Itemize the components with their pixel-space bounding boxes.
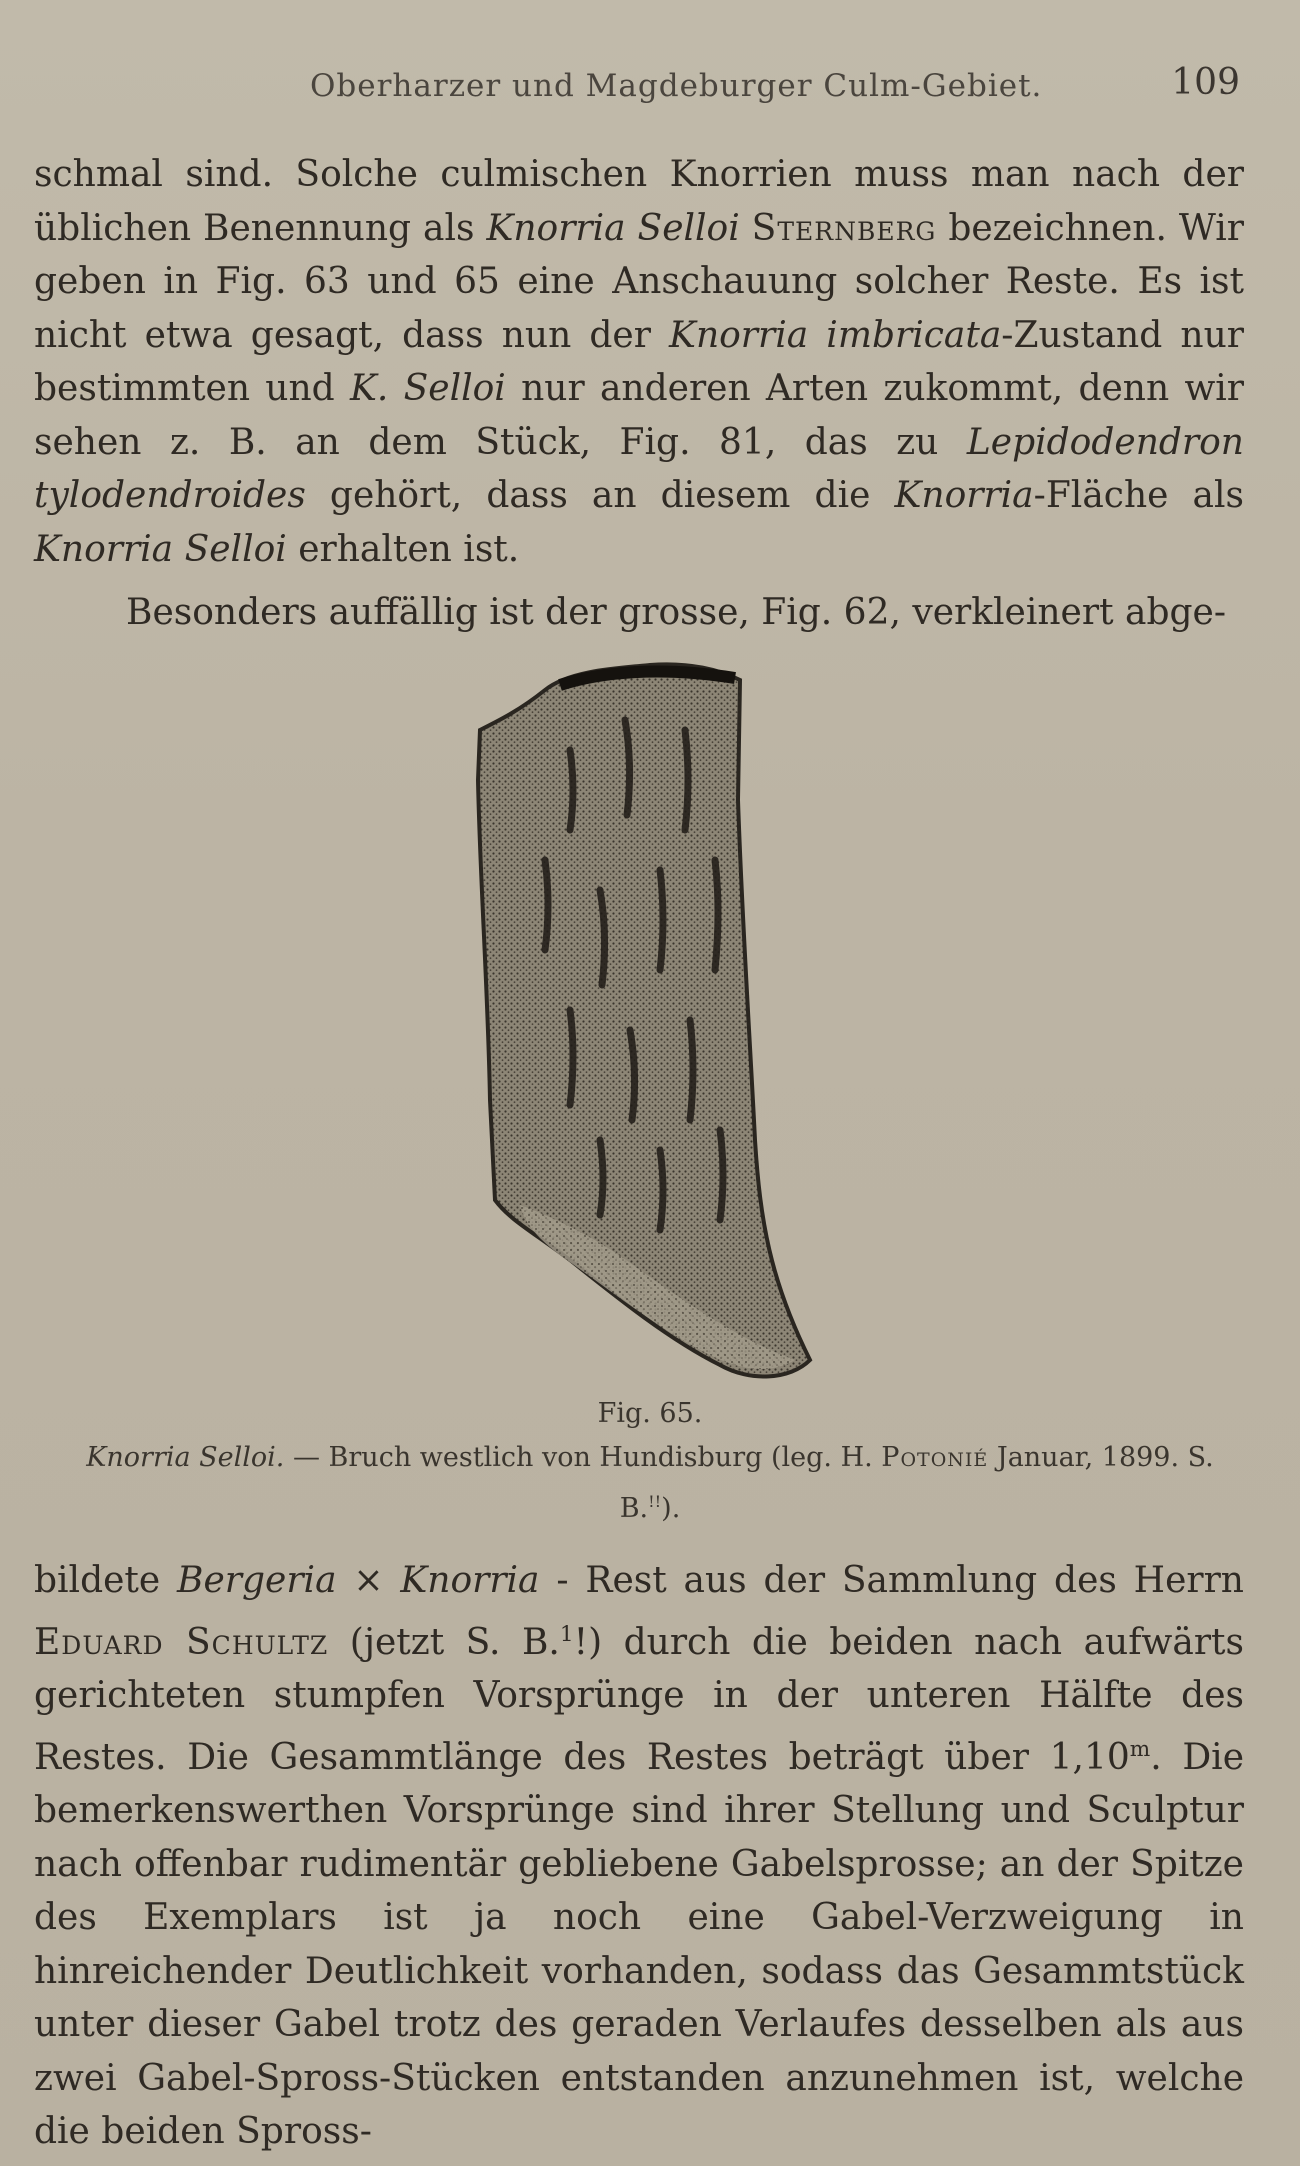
caption-text: — Bruch westlich von Hundisburg (leg. H. bbox=[284, 1442, 882, 1473]
text-run: !) durch die beiden nach aufwärts gerichteten stumpfen Vorsprünge in der unteren Hälfte des Restes. Die Gesammtlänge des Restes beträgt über 1,10 bbox=[34, 1621, 1244, 1778]
taxon-name: Lepidodendron tylodendroides bbox=[34, 421, 1244, 516]
paragraph-2-text: Besonders auffällig ist der grosse, Fig. 62, verkleinert abge- bbox=[126, 592, 1227, 633]
text-run: schmal sind. Solche culmischen Knorrien muss man nach der üblichen Benennung als bbox=[34, 154, 1244, 249]
text-run: -Fläche als bbox=[1033, 475, 1244, 516]
text-run: bezeichnen. Wir geben in Fig. 63 und 65 eine Anschauung solcher Reste. Es ist nicht etwa gesagt, dass nun der bbox=[34, 207, 1244, 356]
fossil-outline bbox=[478, 664, 810, 1376]
figure-caption bbox=[60, 1436, 1240, 1531]
running-header: Oberharzer und Magdeburger Culm-Gebiet. bbox=[310, 68, 1043, 104]
taxon-name: Knorria bbox=[894, 475, 1034, 516]
text-run: bildete bbox=[34, 1560, 178, 1601]
taxon-name: Bergeria bbox=[177, 1560, 337, 1601]
collector-name: Eduard Schultz bbox=[34, 1621, 329, 1663]
caption-text: ). bbox=[661, 1493, 681, 1524]
paragraph-3 bbox=[34, 1554, 1244, 2159]
text-run: (jetzt S. B. bbox=[328, 1621, 560, 1663]
author-name: Sternberg bbox=[751, 207, 937, 249]
taxon-name: Knorria bbox=[400, 1560, 540, 1601]
text-run: -Zustand nur bestimmten und bbox=[34, 314, 1244, 409]
figure-label: Fig. 65. bbox=[597, 1398, 703, 1429]
caption-sup: !! bbox=[648, 1492, 662, 1511]
text-run: - Rest aus der Sammlung des Herrn bbox=[539, 1560, 1244, 1601]
text-run: erhalten ist. bbox=[286, 528, 520, 570]
text-run: . Die bemerkenswerthen Vorsprünge sind ihrer Stellung und Sculptur nach offenbar rudimentär gebliebene Gabelsprosse; an der Spitze des Exemplars ist ja noch eine Gabel-Verzweigung in hinreichender Deutlichkeit vorhanden, sodass das Gesammtstück unter dieser Gabel trotz des geraden Verlaufes desselben als aus zwei Gabel-Spross-Stücken entstanden anzunehmen ist, welche die beiden Spross- bbox=[34, 1736, 1245, 2152]
caption-taxon: Knorria Selloi. bbox=[86, 1442, 285, 1473]
paragraph-2 bbox=[34, 586, 1244, 640]
caption-text: Januar, 1899. S. B. bbox=[619, 1442, 1214, 1524]
paragraph-1 bbox=[34, 148, 1244, 576]
taxon-name: Knorria Selloi bbox=[34, 528, 287, 570]
taxon-name: K. Selloi bbox=[350, 368, 506, 409]
caption-collector: Potonié bbox=[881, 1442, 989, 1473]
page-number: 109 bbox=[1171, 62, 1240, 103]
hybrid-sign: × bbox=[336, 1560, 401, 1601]
superscript: 1 bbox=[559, 1621, 574, 1647]
text-run: nur anderen Arten zukommt, denn wir sehen z. B. an dem Stück, Fig. 81, das zu bbox=[34, 368, 1244, 463]
superscript: m bbox=[1129, 1736, 1151, 1762]
text-run: gehört, dass an diesem die bbox=[305, 475, 895, 516]
taxon-name: Knorria imbricata bbox=[669, 314, 1002, 356]
taxon-name: Knorria Selloi bbox=[486, 207, 740, 249]
fossil-illustration bbox=[450, 660, 870, 1390]
